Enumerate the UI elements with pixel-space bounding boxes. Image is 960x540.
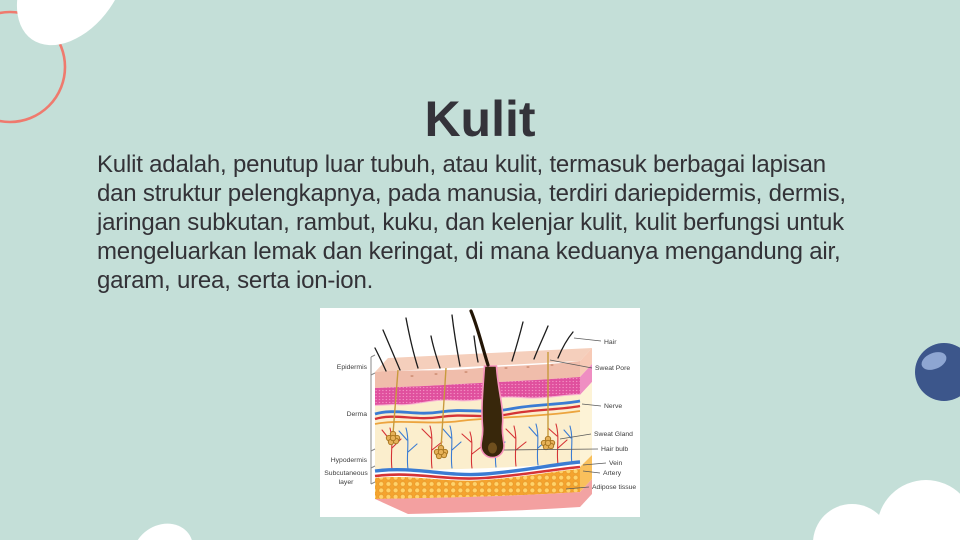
skin-block — [375, 311, 592, 514]
dermis-layer — [375, 395, 580, 471]
white-blob-top-left — [0, 0, 150, 66]
sweat-gland-label: Sweat Gland — [594, 431, 633, 438]
white-blob-bottom-left — [123, 513, 203, 540]
block-side-face — [580, 348, 592, 507]
epidermis-label: Epidermis — [336, 364, 367, 371]
body-text-line: Kulit adalah, penutup luar tubuh, atau kulit, termasuk berbagai lapisan — [97, 151, 826, 178]
body-text-line: garam, urea, serta ion-ion. — [97, 267, 374, 294]
sweat-pore-label: Sweat Pore — [595, 365, 631, 372]
vein-label: Vein — [609, 460, 623, 467]
hair-label: Hair — [604, 339, 617, 346]
artery-label: Artery — [603, 470, 622, 477]
skin-diagram-illustration — [320, 308, 640, 517]
slide-body-text — [97, 150, 846, 295]
derma-label: Derma — [346, 411, 367, 418]
hair-bulb-label: Hair bulb — [601, 446, 629, 453]
skin-anatomy-figure — [320, 308, 640, 517]
adipose-tissue-label: Adipose tissue — [592, 484, 637, 491]
slide-title: Kulit — [424, 90, 536, 147]
subcutaneous-label: Subcutaneous — [324, 470, 368, 477]
subcutaneous-label-line2: layer — [338, 479, 354, 486]
diagram-left-labels — [324, 364, 368, 486]
diagram-right-labels — [592, 339, 636, 491]
body-text-line: dan struktur pelengkapnya, pada manusia, terdiri dariepidermis, dermis, — [97, 180, 846, 207]
white-cloud-bottom-right — [813, 480, 960, 540]
hair-bulb-inner — [488, 443, 497, 454]
body-text-line: mengeluarkan lemak dan keringat, di mana keduanya mengandung air, — [97, 238, 841, 265]
layer-bracket — [371, 355, 375, 484]
navy-sphere — [915, 343, 960, 401]
body-text-line: jaringan subkutan, rambut, kuku, dan kelenjar kulit, kulit berfungsi untuk — [97, 209, 844, 236]
hypodermis-label: Hypodermis — [330, 457, 367, 464]
nerve-label: Nerve — [604, 403, 623, 410]
